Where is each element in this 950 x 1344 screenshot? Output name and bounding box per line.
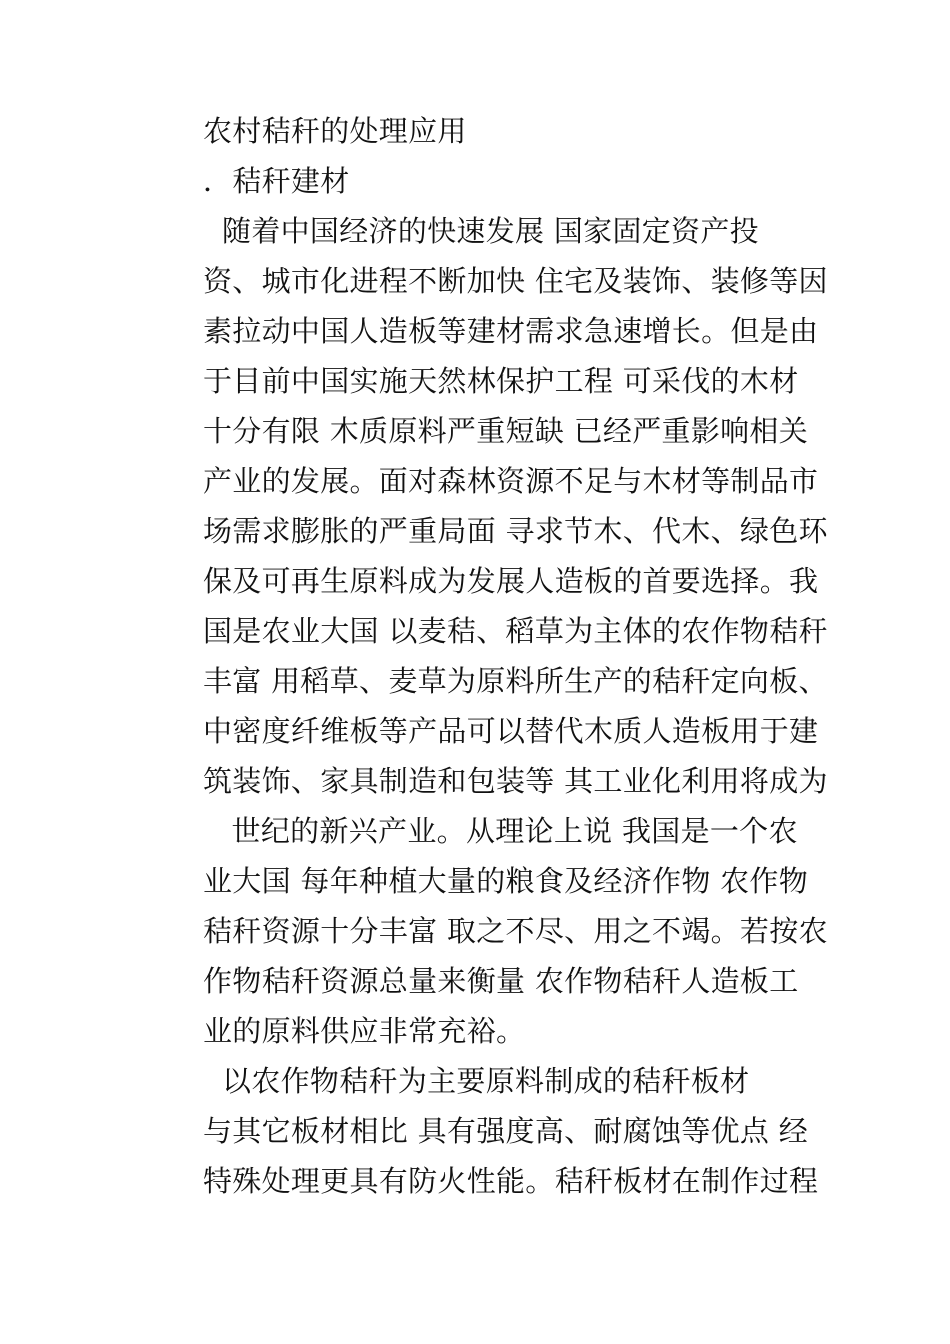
text-line: 特殊处理更具有防火性能。秸秆板材在制作过程 <box>203 1164 819 1198</box>
text-line: 随着中国经济的快速发展 国家固定资产投 <box>203 214 759 248</box>
text-line: 与其它板材相比 具有强度高、耐腐蚀等优点 经 <box>203 1114 809 1148</box>
text-line: 资、城市化进程不断加快 住宅及装饰、装修等因 <box>203 264 828 298</box>
text-line: 产业的发展。面对森林资源不足与木材等制品市 <box>203 464 819 498</box>
text-line: 素拉动中国人造板等建材需求急速增长。但是由 <box>203 314 819 348</box>
text-line: 国是农业大国 以麦秸、稻草为主体的农作物秸秆 <box>203 614 828 648</box>
text-line: 场需求膨胀的严重局面 寻求节木、代木、绿色环 <box>203 514 828 548</box>
text-line: 中密度纤维板等产品可以替代木质人造板用于建 <box>203 714 819 748</box>
document-title: 农村秸秆的处理应用 <box>203 114 467 148</box>
text-line: 以农作物秸秆为主要原料制成的秸秆板材 <box>203 1064 750 1098</box>
text-line: 于目前中国实施天然林保护工程 可采伐的木材 <box>203 364 799 398</box>
text-line: 筑装饰、家具制造和包装等 其工业化利用将成为 <box>203 764 828 798</box>
text-line: 十分有限 木质原料严重短缺 已经严重影响相关 <box>203 414 809 448</box>
text-line: 业大国 每年种植大量的粮食及经济作物 农作物 <box>203 864 809 898</box>
text-line: 保及可再生原料成为发展人造板的首要选择。我 <box>203 564 819 598</box>
text-line: 作物秸秆资源总量来衡量 农作物秸秆人造板工 <box>203 964 799 998</box>
section-heading: ．秸秆建材 <box>203 164 350 198</box>
text-line: 丰富 用稻草、麦草为原料所生产的秸秆定向板、 <box>203 664 828 698</box>
text-line: 秸秆资源十分丰富 取之不尽、用之不竭。若按农 <box>203 914 828 948</box>
text-line: 业的原料供应非常充裕。 <box>203 1014 526 1048</box>
text-line: 世纪的新兴产业。从理论上说 我国是一个农 <box>203 814 798 848</box>
